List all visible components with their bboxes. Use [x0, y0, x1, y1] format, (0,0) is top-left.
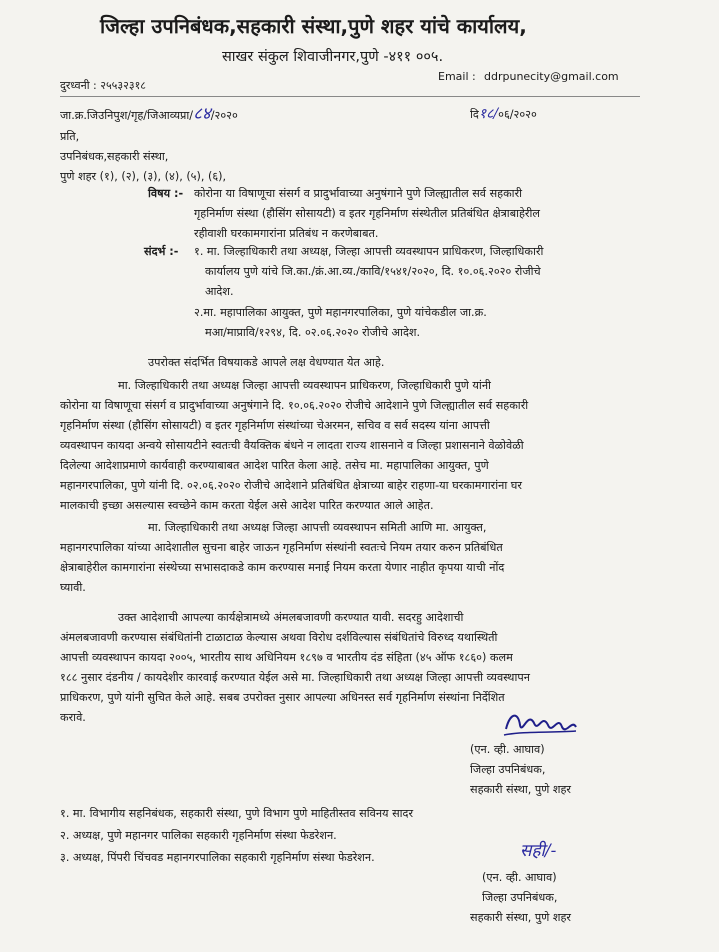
date-rest: ०६/२०२०: [498, 108, 537, 121]
paragraph-4-line: करावे.: [60, 711, 86, 724]
ref-handwritten-number: ८४: [193, 104, 211, 124]
paragraph-2-line: मा. जिल्हाधिकारी तथा अध्यक्ष जिल्हा आपत्ती व्यवस्थापन प्राधिकरण, जिल्हाधिकारी पुणे यांनी: [118, 379, 491, 392]
signatory2-name: (एन. व्ही. आघाव): [482, 871, 557, 884]
reference1-line3: आदेश.: [205, 285, 234, 298]
office-title: जिल्हा उपनिबंधक,सहकारी संस्था,पुणे शहर यांचे कार्यालय,: [100, 14, 527, 38]
prati-label: प्रति,: [60, 130, 80, 143]
reference-number: [60, 104, 238, 126]
paragraph-2-line: दिलेल्या आदेशाप्रमाणे कार्यवाही करण्याबाबत आदेश पारित केला आहे. तसेच मा. महापालिका आयुक्त, पुणे: [60, 459, 489, 472]
paragraph-4-line: अंमलबजावणी करण्यास संबंधितांनी टाळाटाळ केल्यास अथवा विरोध दर्शविल्यास संबंधितांचे विरुध्द यथास्थिती: [60, 631, 498, 644]
phone-number: दुरध्वनी : २५५३२३१८: [60, 79, 147, 92]
copy-list-item: २. अध्यक्ष, पुणे महानगर पालिका सहकारी गृहनिर्माण संस्था फेडरेशन.: [60, 829, 337, 842]
paragraph-3-line: घ्यावी.: [60, 581, 86, 594]
signatory-name: (एन. व्ही. आघाव): [470, 743, 545, 756]
handwritten-signature: [500, 705, 580, 741]
letter-date: [470, 104, 537, 125]
date-handwritten: १८/: [478, 106, 499, 122]
signatory-office: सहकारी संस्था, पुणे शहर: [470, 783, 571, 796]
ref-year: /२०२०: [210, 109, 238, 122]
copy-list-item: १. मा. विभागीय सहनिबंधक, सहकारी संस्था, पुणे विभाग पुणे माहितीस्तव सविनय सादर: [60, 807, 414, 820]
subject-line2: गृहनिर्माण संस्था (हौसिंग सोसायटी) व इतर गृहनिर्माण संस्थेतील प्रतिबंधित क्षेत्राबाहेरील: [194, 207, 540, 220]
paragraph-2-line: कोरोना या विषाणूचा संसर्ग व प्रादुर्भावाच्या अनुषंगाने दि. १०.०६.२०२० रोजीचे आदेशाने पुणे जिल्ह्यातील सर्व सहकारी: [60, 399, 529, 412]
paragraph-2-line: मालकाची इच्छा असल्यास स्वच्छेने काम करता येईल असे आदेश पारित करण्यात आले आहेत.: [60, 499, 434, 512]
reference-label: संदर्भ :-: [144, 245, 179, 258]
ref-number-text: जा.क्र.जिउनिपुश/गृह/जिआव्यप्रा/: [60, 109, 194, 122]
paragraph-3-line: मा. जिल्हाधिकारी तथा अध्यक्ष जिल्हा आपत्ती व्यवस्थापन समिती आणि मा. आयुक्त,: [148, 521, 487, 534]
reference1-line1: १. मा. जिल्हाधिकारी तथा अध्यक्ष, जिल्हा आपत्ती व्यवस्थापन प्राधिकरण, जिल्हाधिकारी: [194, 245, 544, 258]
paragraph-4-line: प्राधिकरण, पुणे यांनी सुचित केले आहे. सबब उपरोक्त नुसार आपल्या अधिनस्त सर्व गृहनिर्माण संस्थांना निर्देशित: [60, 691, 505, 704]
paragraph-2-line: व्यवस्थापन कायदा अन्वये सोसायटीने स्वतःची वैयक्तिक बंधने न लादता राज्य शासनाने व जिल्हा प्रशासनाने वेळोवेळी: [60, 439, 524, 452]
office-address: साखर संकुल शिवाजीनगर,पुणे -४११ ००५.: [222, 49, 444, 65]
date-prefix: दि: [470, 108, 479, 121]
subject-line3: रहीवाशी घरकामगारांना प्रतिबंध न करणेबाबत.: [194, 227, 379, 240]
subject-line1: कोरोना या विषाणूचा संसर्ग व प्रादुर्भावाच्या अनुषंगाने पुणे जिल्ह्यातील सर्व सहकारी: [194, 187, 523, 200]
reference2-line2: मआ/माप्रावि/१२९४, दि. ०२.०६.२०२० रोजीचे आदेश.: [205, 326, 421, 339]
reference2-line1: २.मा. महापालिका आयुक्त, पुणे महानगरपालिका, पुणे यांचेकडील जा.क्र.: [194, 306, 487, 319]
signature-initials: सही/-: [520, 841, 557, 861]
subject-label: विषय :-: [148, 187, 184, 200]
signatory-designation: जिल्हा उपनिबंधक,: [470, 763, 546, 776]
paragraph-4-line: उक्त आदेशाची आपल्या कार्यक्षेत्रामध्ये अंमलबजावणी करण्यात यावी. सदरहु आदेशाची: [118, 611, 464, 624]
paragraph-1: उपरोक्त संदर्भित विषयाकडे आपले लक्ष वेधण्यात येत आहे.: [148, 356, 385, 369]
reference1-line2: कार्यालय पुणे यांचे जि.का./क्रं.आ.व्य./कावि/१५४१/२०२०, दि. १०.०६.२०२० रोजीचे: [205, 265, 541, 278]
paragraph-2-line: महानगरपालिका, पुणे यांनी दि. ०२.०६.२०२० रोजीचे आदेशाने प्रतिबंधित क्षेत्राच्या बाहेर राहणा-या घरकामगारांना घर: [60, 479, 522, 492]
paragraph-4-line: आपत्ती व्यवस्थापन कायदा २००५, भारतीय साथ अधिनियम १८९७ व भारतीय दंड संहिता (४५ ऑफ १८६०) कलम: [60, 651, 513, 664]
paragraph-3-line: क्षेत्राबाहेरील कामगारांना संस्थेच्या सभासदाकडे काम करण्यास मनाई नियम करता येणार नाहीत कृपया याची नोंद: [60, 561, 505, 574]
paragraph-4-line: १८८ नुसार दंडनीय / कायदेशीर कारवाई करण्यात येईल असे मा. जिल्हाधिकारी तथा अध्यक्ष जिल्हा आपत्ती व्यवस्थापन: [60, 671, 530, 684]
recipient-line1: उपनिबंधक,सहकारी संस्था,: [60, 150, 169, 163]
email-address: ddrpunecity@gmail.com: [484, 70, 619, 83]
signatory2-designation: जिल्हा उपनिबंधक,: [482, 891, 558, 904]
header-divider: [60, 96, 640, 97]
copy-list-item: ३. अध्यक्ष, पिंपरी चिंचवड महानगरपालिका सहकारी गृहनिर्माण संस्था फेडरेशन.: [60, 851, 375, 864]
recipient-line2: पुणे शहर (१), (२), (३), (४), (५), (६),: [60, 170, 227, 183]
email-label: Email :: [438, 70, 476, 83]
paragraph-3-line: महानगरपालिका यांच्या आदेशातील सुचना बाहेर जाऊन गृहनिर्माण संस्थांनी स्वतःचे नियम तयार करुन प्रतिबंधित: [60, 541, 503, 554]
signatory2-office: सहकारी संस्था, पुणे शहर: [470, 911, 571, 924]
paragraph-2-line: गृहनिर्माण संस्था (हौसिंग सोसायटी) व इतर गृहनिर्माण संस्थांच्या चेअरमन, सचिव व सर्व सदस्य यांना आपत्ती: [60, 419, 490, 432]
